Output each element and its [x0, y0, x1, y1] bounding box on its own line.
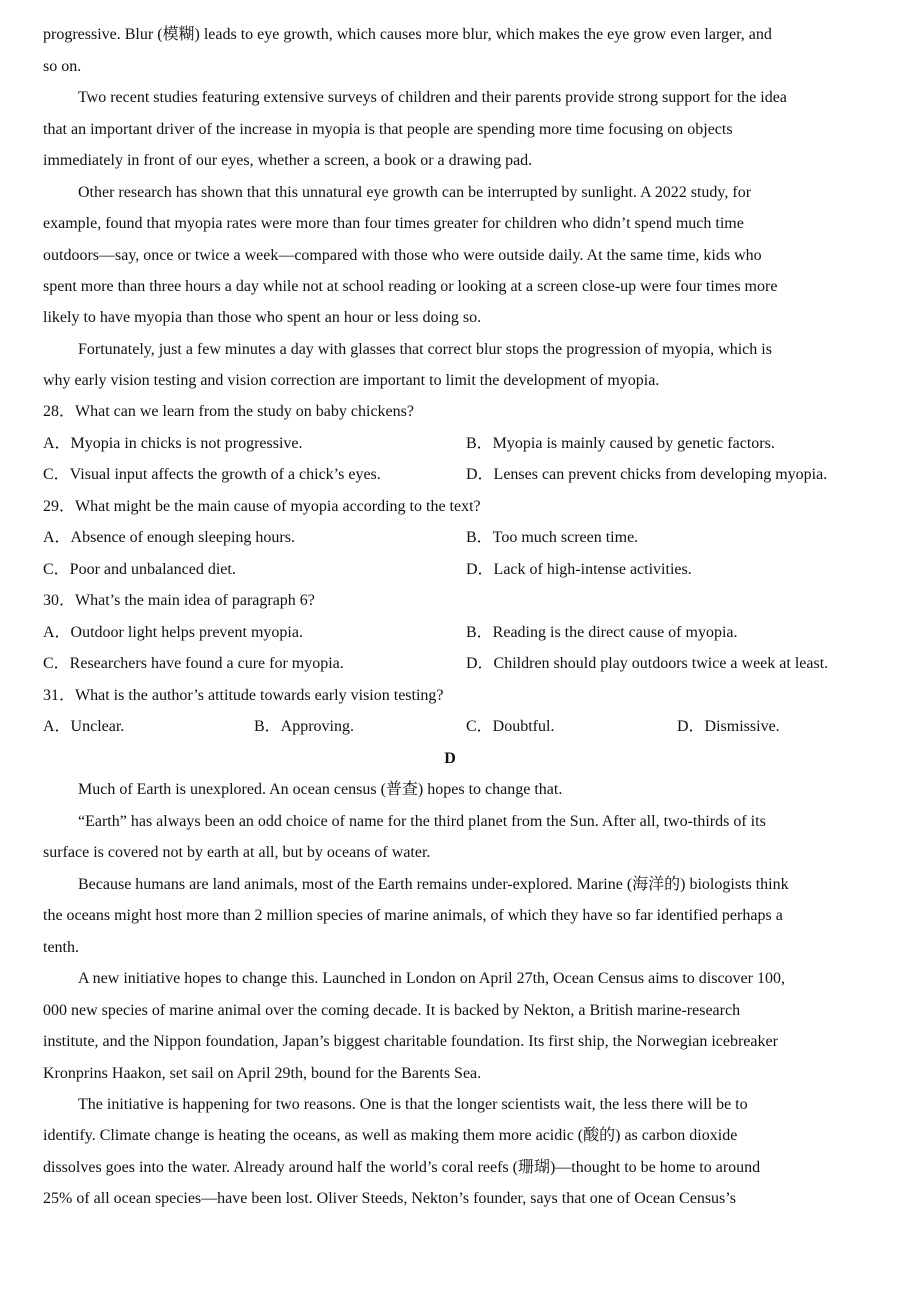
question-stem: 29．What might be the main cause of myopia according to the text? [43, 498, 481, 515]
text-line: Because humans are land animals, most of the Earth remains under-explored. Marine (海洋的) biologists think [78, 876, 789, 893]
text-line: outdoors—say, once or twice a week—compared with those who were outside daily. At the same time, kids who [43, 247, 762, 264]
option-c: C．Doubtful. [466, 718, 555, 735]
question-stem: 28．What can we learn from the study on baby chickens? [43, 403, 414, 420]
text-line: likely to have myopia than those who spent an hour or less doing so. [43, 309, 482, 326]
text-line: spent more than three hours a day while not at school reading or looking at a screen close-up were four times more [43, 278, 778, 295]
text-line: “Earth” has always been an odd choice of name for the third planet from the Sun. After all, two-thirds of its [78, 813, 766, 830]
option-b: B．Too much screen time. [466, 529, 639, 546]
text-line: that an important driver of the increase in myopia is that people are spending more time focusing on objects [43, 121, 733, 138]
text-line: why early vision testing and vision correction are important to limit the development of myopia. [43, 372, 660, 389]
option-d: D．Lenses can prevent chicks from developing myopia. [466, 466, 828, 483]
option-d: D．Lack of high-intense activities. [466, 561, 692, 578]
option-b: B．Approving. [254, 718, 355, 735]
question-stem: 30．What’s the main idea of paragraph 6? [43, 592, 315, 609]
option-a: A．Myopia in chicks is not progressive. [43, 435, 303, 452]
text-line: Other research has shown that this unnatural eye growth can be interrupted by sunlight. A 2022 study, for [78, 184, 752, 201]
text-line: Two recent studies featuring extensive surveys of children and their parents provide strong support for the idea [78, 89, 787, 106]
option-c: C．Poor and unbalanced diet. [43, 561, 236, 578]
text-line: immediately in front of our eyes, whether a screen, a book or a drawing pad. [43, 152, 533, 169]
text-line: so on. [43, 58, 82, 75]
option-b: B．Myopia is mainly caused by genetic factors. [466, 435, 775, 452]
option-d: D．Dismissive. [677, 718, 780, 735]
question-stem: 31．What is the author’s attitude towards early vision testing? [43, 687, 444, 704]
text-line: 000 new species of marine animal over the coming decade. It is backed by Nekton, a British marine-research [43, 1002, 741, 1019]
section-heading: D [444, 750, 456, 767]
text-line: dissolves goes into the water. Already around half the world’s coral reefs (珊瑚)—thought to be home to around [43, 1159, 761, 1176]
option-c: C．Researchers have found a cure for myopia. [43, 655, 344, 672]
option-a: A．Unclear. [43, 718, 125, 735]
text-line: 25% of all ocean species—have been lost. Oliver Steeds, Nekton’s founder, says that one of Ocean Census’s [43, 1190, 736, 1207]
text-line: Fortunately, just a few minutes a day with glasses that correct blur stops the progression of myopia, which is [78, 341, 772, 358]
text-line: example, found that myopia rates were more than four times greater for children who didn’t spend much time [43, 215, 744, 232]
option-a: A．Absence of enough sleeping hours. [43, 529, 295, 546]
text-line: The initiative is happening for two reasons. One is that the longer scientists wait, the less there will be to [78, 1096, 748, 1113]
text-line: Much of Earth is unexplored. An ocean census (普查) hopes to change that. [78, 781, 563, 798]
text-line: tenth. [43, 939, 79, 956]
option-a: A．Outdoor light helps prevent myopia. [43, 624, 303, 641]
option-c: C．Visual input affects the growth of a chick’s eyes. [43, 466, 381, 483]
text-line: progressive. Blur (模糊) leads to eye growth, which causes more blur, which makes the eye grow even larger, and [43, 26, 772, 43]
text-line: surface is covered not by earth at all, but by oceans of water. [43, 844, 431, 861]
text-line: institute, and the Nippon foundation, Japan’s biggest charitable foundation. Its first ship, the Norwegian icebreaker [43, 1033, 778, 1050]
text-line: A new initiative hopes to change this. Launched in London on April 27th, Ocean Census aims to discover 100, [78, 970, 785, 987]
option-d: D．Children should play outdoors twice a week at least. [466, 655, 829, 672]
text-line: identify. Climate change is heating the oceans, as well as making them more acidic (酸的) as carbon dioxide [43, 1127, 738, 1144]
option-b: B．Reading is the direct cause of myopia. [466, 624, 738, 641]
text-line: Kronprins Haakon, set sail on April 29th, bound for the Barents Sea. [43, 1065, 482, 1082]
text-line: the oceans might host more than 2 million species of marine animals, of which they have so far identified perhaps a [43, 907, 783, 924]
